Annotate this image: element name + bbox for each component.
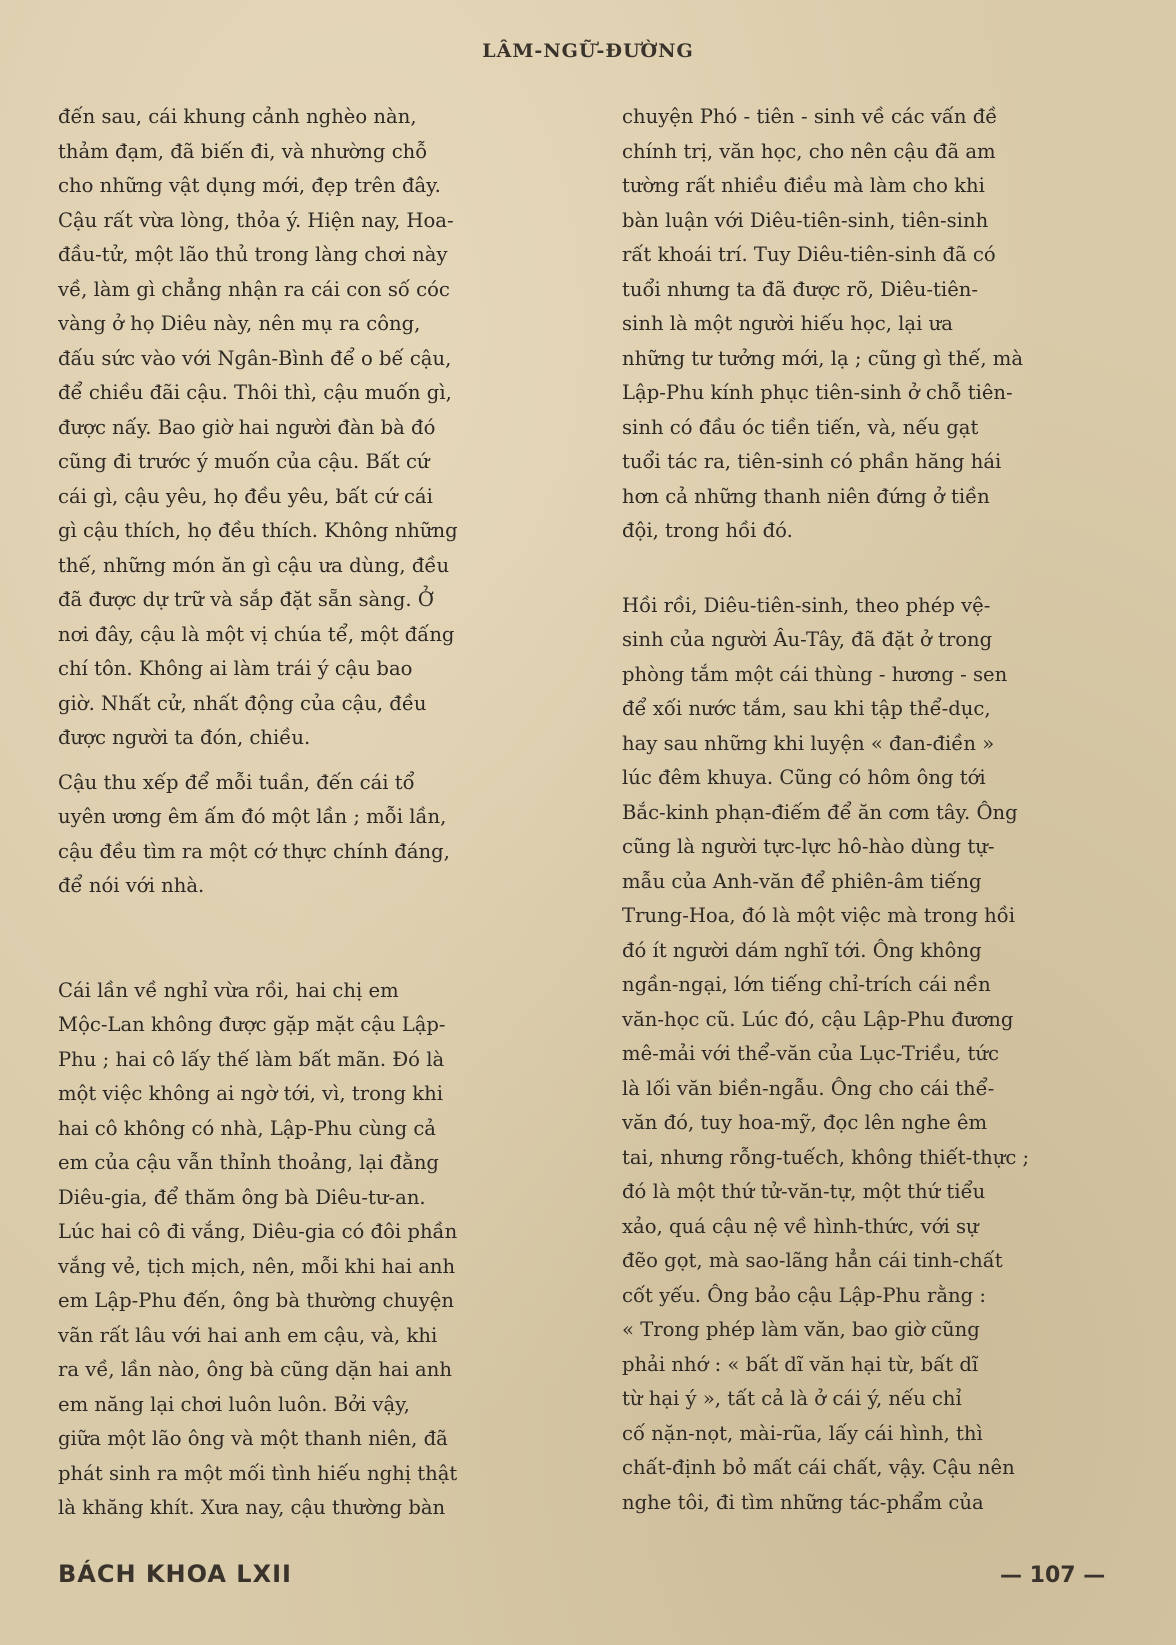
text-line: phải nhớ : « bất dĩ văn hại từ, bất dĩ (622, 1352, 979, 1376)
text-line: đến sau, cái khung cảnh nghèo nàn, (58, 105, 417, 128)
paragraph (622, 100, 1152, 549)
text-line: là khăng khít. Xưa nay, cậu thường bàn (58, 1496, 446, 1519)
text-line: được người ta đón, chiều. (58, 726, 311, 749)
text-line: thế, những món ăn gì cậu ưa dùng, đều (58, 553, 450, 577)
text-line: vàng ở họ Diêu này, nên mụ ra công, (58, 312, 421, 335)
text-line: Phu ; hai cô lấy thế làm bất mãn. Đó là (58, 1047, 445, 1071)
text-line: chất-định bỏ mất cái chất, vậy. Cậu nên (622, 1456, 1015, 1479)
text-line: em năng lại chơi luôn luôn. Bởi vậy, (58, 1392, 410, 1416)
text-line: cốt yếu. Ông bảo cậu Lập-Phu rằng : (622, 1283, 987, 1307)
text-line: uyên ương êm ấm đó một lần ; mỗi lần, (58, 805, 447, 828)
text-line: Cái lần về nghỉ vừa rồi, hai chị em (58, 978, 399, 1002)
text-line: lúc đêm khuya. Cũng có hôm ông tới (622, 766, 986, 789)
text-line: vắng vẻ, tịch mịch, nên, mỗi khi hai anh (58, 1254, 456, 1278)
text-line: cũng là người tực-lực hô-hào dùng tự- (622, 835, 995, 858)
text-line: từ hại ý », tất cả là ở cái ý, nếu chỉ (622, 1387, 962, 1410)
text-line: em của cậu vẫn thỉnh thoảng, lại đằng (58, 1151, 439, 1174)
text-line: đội, trong hồi đó. (622, 519, 793, 542)
running-header: LÂM-NGỮ-ĐƯỜNG (482, 40, 694, 62)
text-line: Lúc hai cô đi vắng, Diêu-gia có đôi phần (58, 1220, 458, 1243)
text-line: ra về, lần nào, ông bà cũng dặn hai anh (58, 1358, 452, 1381)
paragraph (58, 100, 588, 756)
text-line: sinh có đầu óc tiền tiến, và, nếu gạt (622, 415, 979, 439)
text-line: hơn cả những thanh niên đứng ở tiền (622, 484, 990, 508)
text-line: được nấy. Bao giờ hai người đàn bà đó (58, 415, 436, 439)
text-line: là lối văn biền-ngẫu. Ông cho cái thể- (622, 1076, 995, 1100)
text-line: chính trị, văn học, cho nên cậu đã am (622, 139, 996, 163)
paragraph (622, 589, 1152, 1521)
text-line: Hồi rồi, Diêu-tiên-sinh, theo phép vệ- (622, 593, 991, 617)
text-line: xảo, quá cậu nệ về hình-thức, với sự (622, 1214, 979, 1238)
paragraph (58, 766, 588, 904)
text-line: để nói với nhà. (58, 874, 205, 897)
text-line: ngần-ngại, lớn tiếng chỉ-trích cái nền (622, 973, 991, 996)
page-number: — 107 — (1000, 1563, 1106, 1588)
text-line: phát sinh ra một mối tình hiếu nghị thật (58, 1461, 458, 1485)
text-line: Bắc-kinh phạn-điếm để ăn cơm tây. Ông (622, 800, 1018, 824)
text-line: hay sau những khi luyện « đan-điền » (622, 731, 995, 755)
text-line: tuổi nhưng ta đã được rõ, Diêu-tiên- (622, 277, 979, 301)
text-line: chí tôn. Không ai làm trái ý cậu bao (58, 657, 413, 680)
text-line: tuổi tác ra, tiên-sinh có phần hăng hái (622, 450, 1002, 473)
text-line: để xối nước tắm, sau khi tập thể-dục, (622, 697, 991, 720)
paragraph (58, 974, 588, 1526)
text-line: mẫu của Anh-văn để phiên-âm tiếng (622, 869, 982, 893)
text-line: Diêu-gia, để thăm ông bà Diêu-tư-an. (58, 1185, 426, 1209)
text-line: em Lập-Phu đến, ông bà thường chuyện (58, 1289, 455, 1312)
left-column (58, 100, 588, 1526)
text-line: Trung-Hoa, đó là một việc mà trong hồi (622, 904, 1016, 927)
text-line: Cậu thu xếp để mỗi tuần, đến cái tổ (58, 770, 415, 794)
text-line: văn đó, tuy hoa-mỹ, đọc lên nghe êm (622, 1111, 988, 1134)
text-line: cũng đi trước ý muốn của cậu. Bất cứ (58, 450, 430, 473)
text-line: cái gì, cậu yêu, họ đều yêu, bất cứ cái (58, 484, 433, 508)
text-line: Lập-Phu kính phục tiên-sinh ở chỗ tiên- (622, 381, 1013, 404)
text-line: hai cô không có nhà, Lập-Phu cùng cả (58, 1116, 436, 1140)
text-line: đã được dự trữ và sắp đặt sẵn sàng. Ở (58, 588, 434, 611)
text-line: sinh là một người hiếu học, lại ưa (622, 312, 953, 335)
text-line: bàn luận với Diêu-tiên-sinh, tiên-sinh (622, 208, 989, 232)
text-line: đầu-tử, một lão thủ trong làng chơi này (58, 243, 448, 266)
text-line: về, làm gì chẳng nhận ra cái con số cóc (58, 277, 450, 301)
text-line: chuyện Phó - tiên - sinh về các vấn đề (622, 105, 998, 128)
text-line: những tư tưởng mới, lạ ; cũng gì thế, mà (622, 346, 1024, 370)
text-line: đẽo gọt, mà sao-lãng hẳn cái tinh-chất (622, 1249, 1003, 1272)
text-line: Cậu rất vừa lòng, thỏa ý. Hiện nay, Hoa- (58, 208, 454, 232)
text-line: rất khoái trí. Tuy Diêu-tiên-sinh đã có (622, 243, 996, 266)
text-line: tai, nhưng rỗng-tuếch, không thiết-thực ; (622, 1145, 1030, 1169)
text-line: cho những vật dụng mới, đẹp trên đây. (58, 174, 441, 197)
text-line: sinh của người Âu-Tây, đã đặt ở trong (622, 628, 993, 651)
text-line: Mộc-Lan không được gặp mặt cậu Lập- (58, 1013, 446, 1036)
text-line: giữa một lão ông và một thanh niên, đã (58, 1427, 448, 1450)
text-line: nơi đây, cậu là một vị chúa tể, một đấng (58, 622, 455, 646)
magazine-title: BÁCH KHOA LXII (58, 1560, 292, 1588)
text-line: đấu sức vào với Ngân-Bình để o bế cậu, (58, 346, 452, 370)
text-line: đó là một thứ tử-văn-tự, một thứ tiểu (622, 1180, 986, 1203)
text-line: vãn rất lâu với hai anh em cậu, và, khi (58, 1323, 438, 1347)
text-line: cậu đều tìm ra một cớ thực chính đáng, (58, 839, 450, 863)
text-line: cố nặn-nọt, mài-rũa, lấy cái hình, thì (622, 1421, 983, 1445)
text-line: tường rất nhiều điều mà làm cho khi (622, 174, 985, 197)
text-line: giờ. Nhất cử, nhất động của cậu, đều (58, 691, 427, 715)
text-line: văn-học cũ. Lúc đó, cậu Lập-Phu đương (622, 1007, 1014, 1031)
text-line: thảm đạm, đã biến đi, và nhường chỗ (58, 139, 428, 163)
text-line: phòng tắm một cái thùng - hương - sen (622, 662, 1008, 686)
text-line: gì cậu thích, họ đều thích. Không những (58, 519, 458, 542)
right-column (622, 100, 1152, 1520)
text-line: đó ít người dám nghĩ tới. Ông không (622, 938, 982, 962)
text-line: « Trong phép làm văn, bao giờ cũng (622, 1318, 980, 1341)
text-line: mê-mải với thể-văn của Lục-Triều, tức (622, 1042, 1000, 1065)
text-line: một việc không ai ngờ tới, vì, trong khi (58, 1082, 444, 1105)
text-line: để chiều đãi cậu. Thôi thì, cậu muốn gì, (58, 381, 452, 404)
text-line: nghe tôi, đi tìm những tác-phẩm của (622, 1490, 984, 1514)
